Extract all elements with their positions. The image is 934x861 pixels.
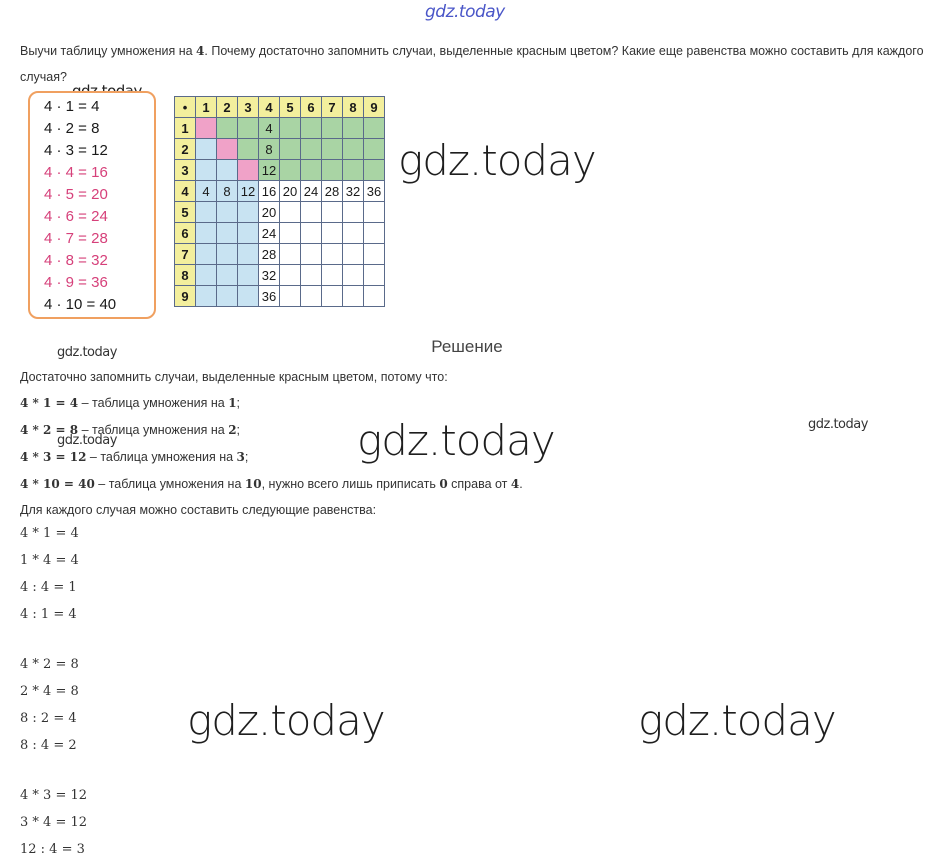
grid-cell: 32	[343, 181, 364, 202]
grid-cell	[196, 223, 217, 244]
grid-cell	[301, 160, 322, 181]
grid-cell	[196, 160, 217, 181]
grid-cell	[196, 118, 217, 139]
grid-header-cell: 6	[301, 97, 322, 118]
watermark-top: gdz.today	[425, 2, 505, 22]
grid-cell	[280, 265, 301, 286]
grid-cell	[217, 202, 238, 223]
grid-cell	[196, 139, 217, 160]
reason-line: 4 * 2 = 8 – таблица умножения на 2;	[20, 423, 241, 437]
grid-cell	[364, 202, 385, 223]
grid-cell: 36	[364, 181, 385, 202]
grid-header-cell: 8	[343, 97, 364, 118]
grid-row-header: 4	[175, 181, 196, 202]
solution-intro: Достаточно запомнить случаи, выделенные красным цветом, потому что:	[20, 370, 448, 384]
equalities-intro: Для каждого случая можно составить следующие равенства:	[20, 503, 377, 517]
grid-cell: 28	[322, 181, 343, 202]
grid-row-header: 6	[175, 223, 196, 244]
grid-cell	[301, 265, 322, 286]
grid-cell	[301, 139, 322, 160]
grid-cell	[238, 139, 259, 160]
grid-cell	[343, 118, 364, 139]
grid-row-header: 2	[175, 139, 196, 160]
equation: 4 · 8 = 32	[44, 252, 108, 269]
grid-cell: 24	[301, 181, 322, 202]
grid-cell: 20	[280, 181, 301, 202]
grid-cell: 12	[238, 181, 259, 202]
grid-cell	[280, 160, 301, 181]
grid-row-header: 8	[175, 265, 196, 286]
grid-cell	[364, 118, 385, 139]
grid-cell	[196, 286, 217, 307]
grid-row	[175, 244, 385, 265]
grid-cell	[343, 160, 364, 181]
grid-cell	[217, 223, 238, 244]
grid-row-header: 1	[175, 118, 196, 139]
grid-cell	[322, 244, 343, 265]
grid-row-header: 7	[175, 244, 196, 265]
grid-cell	[301, 202, 322, 223]
grid-cell	[364, 286, 385, 307]
watermark-large: gdz.today	[398, 136, 596, 185]
reason-line: 4 * 3 = 12 – таблица умножения на 3;	[20, 450, 249, 464]
equation-card	[28, 91, 156, 319]
grid-cell	[343, 223, 364, 244]
grid-header-cell: 5	[280, 97, 301, 118]
grid-cell	[217, 244, 238, 265]
grid-cell	[343, 244, 364, 265]
equality-line: 8 : 2 = 4	[20, 711, 77, 726]
grid-cell: 24	[259, 223, 280, 244]
grid-cell	[280, 118, 301, 139]
grid-cell	[217, 118, 238, 139]
grid-row	[175, 118, 385, 139]
watermark-large: gdz.today	[638, 696, 836, 745]
grid-header-cell: 3	[238, 97, 259, 118]
grid-cell	[196, 202, 217, 223]
grid-cell	[280, 139, 301, 160]
watermark-small: gdz.today	[808, 417, 868, 432]
equation: 4 · 9 = 36	[44, 274, 108, 291]
equation: 4 · 2 = 8	[44, 120, 100, 137]
grid-cell	[364, 139, 385, 160]
grid-cell: 36	[259, 286, 280, 307]
grid-cell: 4	[259, 118, 280, 139]
grid-corner: •	[175, 97, 196, 118]
grid-cell	[301, 244, 322, 265]
grid-row	[175, 265, 385, 286]
equation: 4 · 7 = 28	[44, 230, 108, 247]
grid-cell	[280, 202, 301, 223]
grid-cell	[322, 139, 343, 160]
grid-header-cell: 2	[217, 97, 238, 118]
grid-cell	[217, 139, 238, 160]
grid-cell	[238, 118, 259, 139]
grid-cell	[322, 223, 343, 244]
watermark-large: gdz.today	[187, 696, 385, 745]
grid-row	[175, 181, 385, 202]
grid-cell	[301, 118, 322, 139]
grid-header-cell: 9	[364, 97, 385, 118]
grid-cell	[322, 118, 343, 139]
grid-cell	[196, 244, 217, 265]
grid-cell	[343, 202, 364, 223]
grid-header-cell: 7	[322, 97, 343, 118]
grid-row	[175, 202, 385, 223]
grid-cell	[238, 223, 259, 244]
grid-row	[175, 286, 385, 307]
equation: 4 · 5 = 20	[44, 186, 108, 203]
equality-line: 4 : 4 = 1	[20, 580, 77, 595]
equation: 4 · 3 = 12	[44, 142, 108, 159]
watermark-small: gdz.today	[57, 345, 117, 360]
grid-cell	[343, 265, 364, 286]
grid-cell	[343, 139, 364, 160]
equality-line: 12 : 4 = 3	[20, 842, 85, 857]
grid-cell	[280, 223, 301, 244]
grid-row-header: 5	[175, 202, 196, 223]
grid-cell: 28	[259, 244, 280, 265]
multiplication-grid	[174, 96, 385, 307]
grid-row-header: 9	[175, 286, 196, 307]
grid-row	[175, 223, 385, 244]
grid-cell: 16	[259, 181, 280, 202]
grid-cell	[238, 244, 259, 265]
grid-row-header: 3	[175, 160, 196, 181]
grid-cell	[217, 286, 238, 307]
equality-line: 4 : 1 = 4	[20, 607, 77, 622]
grid-cell: 8	[217, 181, 238, 202]
grid-cell	[364, 160, 385, 181]
grid-header-cell: 4	[259, 97, 280, 118]
grid-cell	[322, 160, 343, 181]
solution-title: Решение	[431, 337, 503, 356]
equation: 4 · 4 = 16	[44, 164, 108, 181]
grid-header-row	[175, 97, 385, 118]
grid-cell	[322, 286, 343, 307]
grid-cell: 4	[196, 181, 217, 202]
grid-cell	[364, 265, 385, 286]
grid-cell	[280, 286, 301, 307]
grid-cell	[322, 265, 343, 286]
grid-cell	[238, 265, 259, 286]
watermark-large: gdz.today	[357, 416, 555, 465]
equality-line: 1 * 4 = 4	[20, 553, 79, 568]
grid-cell	[238, 160, 259, 181]
equality-line: 3 * 4 = 12	[20, 815, 88, 830]
grid-cell	[280, 244, 301, 265]
grid-cell	[322, 202, 343, 223]
equality-line: 4 * 3 = 12	[20, 788, 88, 803]
equality-line: 4 * 2 = 8	[20, 657, 79, 672]
grid-cell	[238, 286, 259, 307]
grid-cell	[217, 265, 238, 286]
grid-cell	[238, 202, 259, 223]
equality-line: 4 * 1 = 4	[20, 526, 79, 541]
grid-row	[175, 160, 385, 181]
grid-cell: 32	[259, 265, 280, 286]
grid-cell	[364, 244, 385, 265]
watermark-small: gdz.today	[57, 433, 117, 448]
task-text: Выучи таблицу умножения на 4. Почему достаточно запомнить случаи, выделенные красным цветом? Какие еще равенства можно составить для каждого случая?	[20, 44, 924, 84]
reason-line: 4 * 1 = 4 – таблица умножения на 1;	[20, 396, 241, 410]
equation: 4 · 1 = 4	[44, 98, 100, 115]
grid-cell	[196, 265, 217, 286]
grid-cell: 8	[259, 139, 280, 160]
grid-cell	[301, 223, 322, 244]
grid-row	[175, 139, 385, 160]
grid-header-cell: 1	[196, 97, 217, 118]
grid-cell	[364, 223, 385, 244]
grid-cell	[343, 286, 364, 307]
grid-cell	[301, 286, 322, 307]
equation: 4 · 6 = 24	[44, 208, 108, 225]
equation: 4 · 10 = 40	[44, 296, 117, 313]
equality-line: 8 : 4 = 2	[20, 738, 77, 753]
grid-cell	[217, 160, 238, 181]
equality-line: 2 * 4 = 8	[20, 684, 79, 699]
grid-cell: 20	[259, 202, 280, 223]
grid-cell: 12	[259, 160, 280, 181]
reason-line: 4 * 10 = 40 – таблица умножения на 10, нужно всего лишь приписать 0 справа от 4.	[20, 477, 523, 491]
